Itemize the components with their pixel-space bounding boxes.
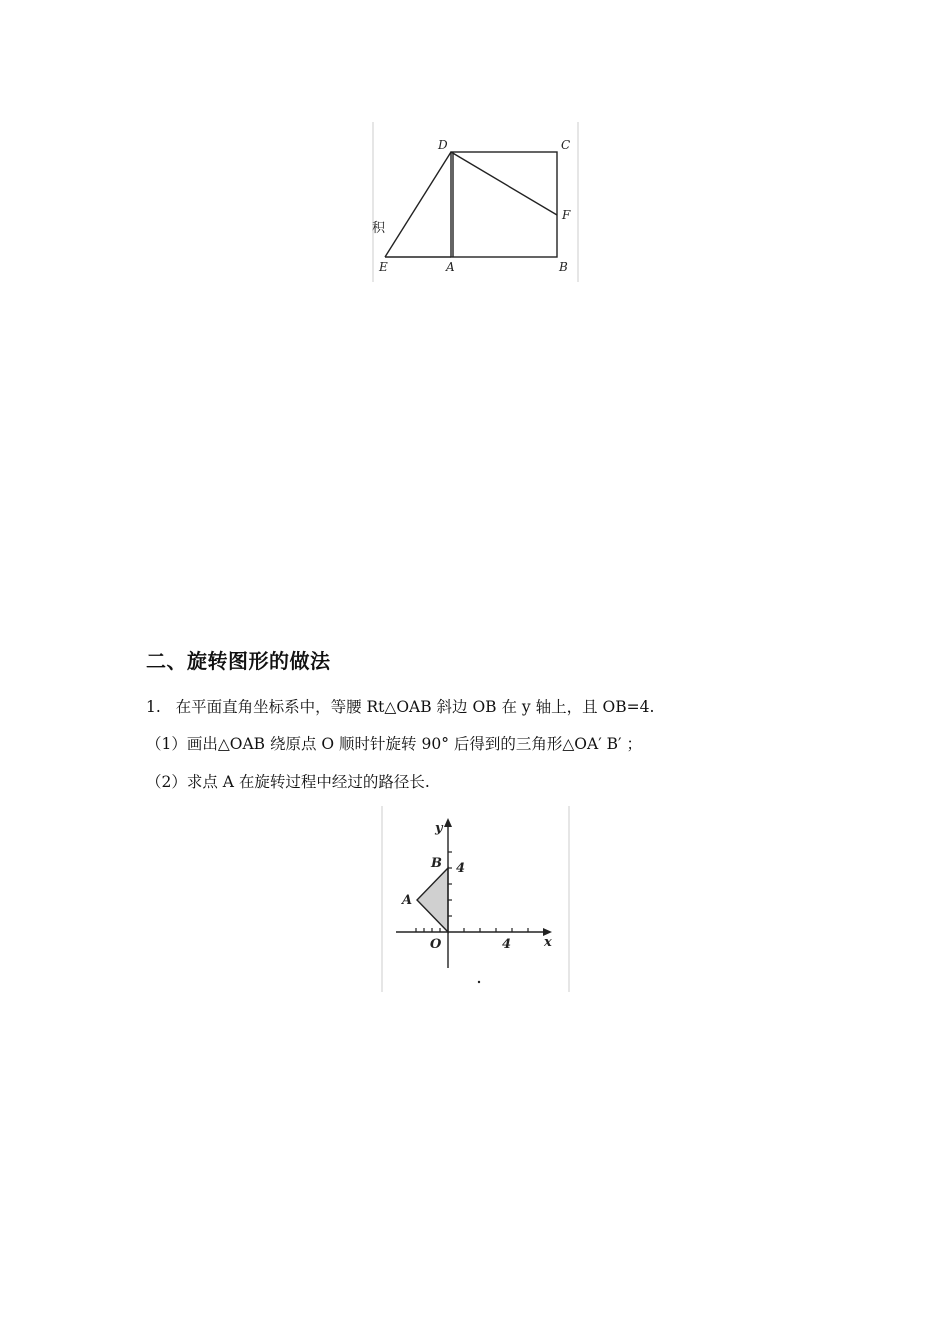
stray-text: 积 (372, 221, 386, 236)
label-O: O (430, 937, 442, 952)
question-1-part-1: （1）画出△OAB 绕原点 O 顺时针旋转 90° 后得到的三角形△OA′ B′ ； (146, 735, 642, 753)
triangle-oab (417, 868, 448, 932)
tick-y-4: 4 (456, 861, 466, 876)
label-E: E (379, 260, 388, 274)
label-B: B (559, 260, 568, 274)
tick-x-4: 4 (502, 937, 512, 952)
label-B: B (431, 856, 442, 871)
axis-x-label: x (544, 935, 552, 950)
figure-coordinate-diagram (381, 806, 570, 992)
question-1-part-2: （2）求点 A 在旋转过程中经过的路径长. (146, 773, 430, 791)
label-D: D (438, 138, 448, 152)
label-C: C (561, 138, 571, 152)
section-heading: 二、旋转图形的做法 (146, 649, 331, 673)
figure-square-diagram (372, 122, 579, 282)
axis-y-label: y (435, 821, 443, 836)
label-A: A (402, 893, 413, 908)
label-A: A (446, 260, 455, 274)
label-F: F (562, 208, 571, 222)
question-1-text: 1. 在平面直角坐标系中，等腰 Rt△OAB 斜边 OB 在 y 轴上，且 OB=4. (146, 698, 655, 716)
